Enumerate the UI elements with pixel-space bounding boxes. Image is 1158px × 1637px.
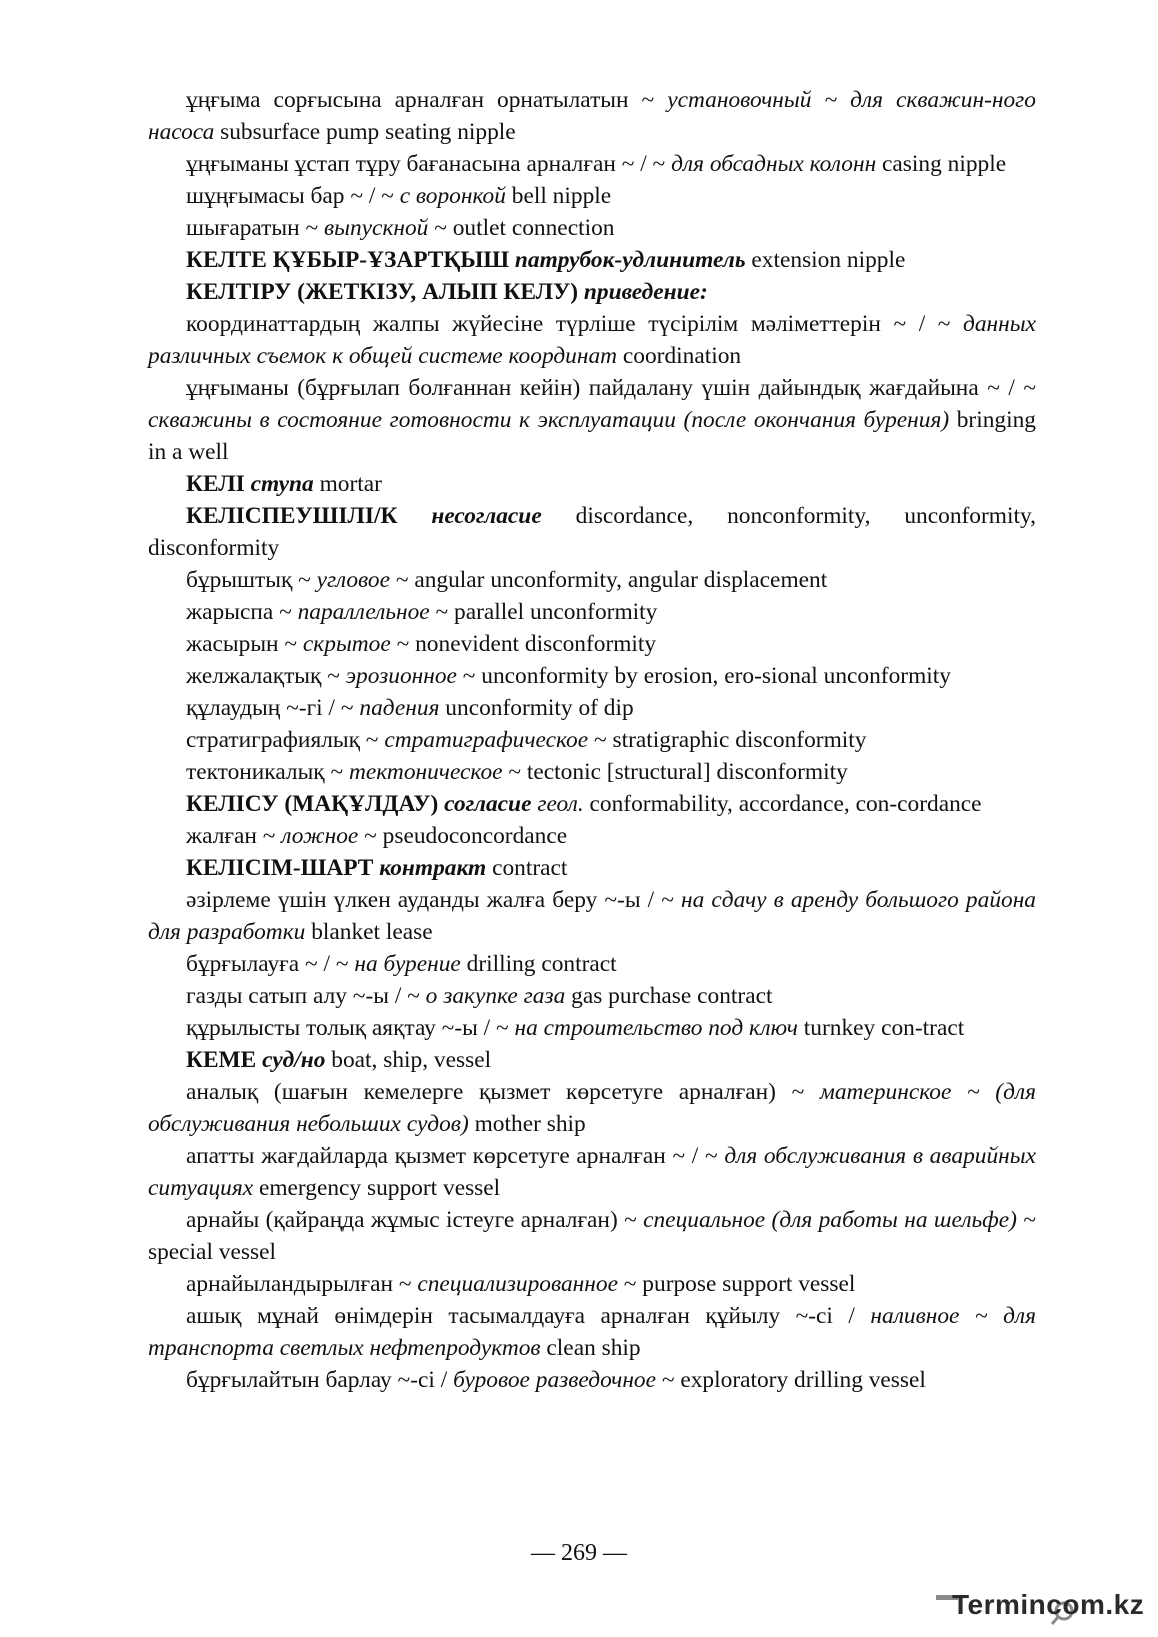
entry-segment: эрозионное <box>345 663 457 689</box>
entry-segment: ~ exploratory drilling vessel <box>656 1367 926 1393</box>
entry-segment: ~ special vessel <box>148 1207 1036 1265</box>
entry-segment: әзірлеме үшін үлкен ауданды жалға беру ~-ы / ~ <box>186 887 681 913</box>
entry-segment: clean ship <box>540 1335 641 1361</box>
dictionary-entry <box>148 1268 1036 1300</box>
entry-segment: контракт <box>379 855 487 881</box>
dictionary-entry <box>148 1300 1036 1364</box>
dictionary-entry <box>148 244 1036 276</box>
dictionary-entry <box>148 884 1036 948</box>
entry-segment: ~ purpose support vessel <box>617 1271 856 1297</box>
entry-segment: жасырын ~ <box>186 631 303 657</box>
entry-segment: апатты жағдайларда қызмет көрсетуге арналған ~ / ~ <box>186 1143 725 1169</box>
dictionary-entry <box>148 500 1036 564</box>
entry-segment: специализированное <box>417 1271 618 1297</box>
dictionary-entry <box>148 468 1036 500</box>
entry-segment: с воронкой <box>399 183 506 209</box>
entry-segment: ~ pseudoconcordance <box>358 823 568 849</box>
entry-segment: subsurface pump seating nipple <box>214 119 516 145</box>
entry-segment: mortar <box>313 471 382 497</box>
entry-segment: координаттардың жалпы жүйесіне түрліше түсірілім мәліметтерін ~ / ~ <box>186 311 964 337</box>
entry-segment: данных различных съемок к общей системе координат <box>148 311 1036 369</box>
entry-segment: стратиграфиялық ~ <box>186 727 385 753</box>
entry-segment: несогласие <box>431 503 542 529</box>
entry-segment: угловое <box>316 567 390 593</box>
dictionary-entry <box>148 372 1036 468</box>
entry-segment: на сдачу в аренду большого района для разработки <box>148 887 1037 945</box>
entry-segment: материнское ~ (для обслуживания небольших судов) <box>148 1079 1036 1137</box>
entry-segment: арнайы (қайраңда жұмыс істеуге арналған) ~ <box>186 1207 644 1233</box>
entry-segment: бұрыштық ~ <box>186 567 317 593</box>
entry-segment: casing nipple <box>876 151 1007 177</box>
entry-segment: шығаратын ~ <box>186 215 324 241</box>
dictionary-entry <box>148 1364 1036 1396</box>
entry-segment: contract <box>486 855 568 881</box>
dictionary-entry <box>148 1204 1036 1268</box>
dictionary-entry <box>148 852 1036 884</box>
entry-segment: параллельное <box>297 599 430 625</box>
entry-segment: желжалақтық ~ <box>186 663 346 689</box>
entry-segment: КЕЛТЕ ҚҰБЫР-ҰЗАРТҚЫШ <box>186 247 515 273</box>
entry-segment: ~ angular unconformity, angular displacement <box>389 567 828 593</box>
dictionary-entry <box>148 148 1036 180</box>
dictionary-entry <box>148 660 1036 692</box>
entry-segment: жарыспа ~ <box>186 599 298 625</box>
entry-segment: КЕЛІСПЕУШІЛІ/К <box>186 503 432 529</box>
entry-segment: unconformity of dip <box>439 695 634 721</box>
dictionary-entry <box>148 948 1036 980</box>
dictionary-entry <box>148 788 1036 820</box>
entry-segment: gas purchase contract <box>565 983 773 1009</box>
entry-segment: тектоническое <box>349 759 503 785</box>
entry-segment: буровое разведочное <box>453 1367 656 1393</box>
entry-segment: ~ parallel unconformity <box>429 599 658 625</box>
entry-segment: КЕЛІСУ (МАҚҰЛДАУ) <box>186 791 445 817</box>
dictionary-entry <box>148 180 1036 212</box>
dictionary-entry <box>148 564 1036 596</box>
entry-segment: шұңғымасы бар ~ / ~ <box>186 183 400 209</box>
dictionary-entry <box>148 1140 1036 1204</box>
entry-segment: boat, ship, vessel <box>325 1047 492 1073</box>
entry-segment: бұрғылайтын барлау ~-сі / <box>186 1367 454 1393</box>
dictionary-entry <box>148 84 1036 148</box>
dictionary-entry <box>148 756 1036 788</box>
entry-segment: coordination <box>617 343 742 369</box>
entry-segment: согласие <box>444 791 532 817</box>
entry-segment: на строительство под ключ <box>514 1015 798 1041</box>
entry-segment: КЕЛІ <box>186 471 251 497</box>
entry-segment: стратиграфическое <box>384 727 589 753</box>
dictionary-entry <box>148 724 1036 756</box>
dictionary-entry <box>148 212 1036 244</box>
entry-segment: геол. <box>537 791 584 817</box>
entry-segment: суд/но <box>262 1047 326 1073</box>
entry-segment: ложное <box>281 823 359 849</box>
entry-segment: КЕЛІСІМ-ШАРТ <box>186 855 380 881</box>
entry-segment: ~ unconformity by erosion, ero-sional unconformity <box>456 663 951 689</box>
entry-segment: патрубок-удлинитель <box>514 247 746 273</box>
entry-segment: жалған ~ <box>186 823 282 849</box>
entry-segment: blanket lease <box>305 919 433 945</box>
dictionary-entry <box>148 596 1036 628</box>
entry-segment: turnkey con-tract <box>797 1015 965 1041</box>
entry-segment: ~ nonevident disconformity <box>390 631 657 657</box>
entry-segment: газды сатып алу ~-ы / ~ <box>186 983 426 1009</box>
entry-segment: ашық мұнай өнімдерін тасымалдауға арналған құйылу ~-сі / <box>186 1303 871 1329</box>
entry-segment: ~ stratigraphic disconformity <box>588 727 867 753</box>
entry-segment: discordance, nonconformity, unconformity, disconformity <box>148 503 1037 561</box>
entry-segment: ~ outlet connection <box>428 215 615 241</box>
entry-segment: conformability, accordance, con-cordance <box>583 791 982 817</box>
entry-segment: ұңғыманы ұстап тұру бағанасына арналған ~ / ~ <box>186 151 672 177</box>
dictionary-entry <box>148 1012 1036 1044</box>
entry-segment: для обслуживания в аварийных ситуациях <box>148 1143 1036 1201</box>
entry-segment: тектоникалық ~ <box>186 759 350 785</box>
entry-segment: bringing in a well <box>148 407 1036 465</box>
entry-segment: mother ship <box>468 1111 586 1137</box>
entry-segment: emergency support vessel <box>253 1175 501 1201</box>
entry-segment: специальное (для работы на шельфе) <box>643 1207 1017 1233</box>
entry-segment: ұңғыма сорғысына арналған орнатылатын ~ <box>186 87 668 113</box>
entry-segment: ступа <box>250 471 314 497</box>
entry-segment: установочный ~ для скважин-ного насоса <box>148 87 1036 145</box>
dictionary-page <box>148 84 1036 1396</box>
entry-segment: КЕЛТІРУ (ЖЕТКІЗУ, АЛЫП КЕЛУ) <box>186 279 584 305</box>
dictionary-entry <box>148 820 1036 852</box>
entry-segment: арнайыландырылған ~ <box>186 1271 418 1297</box>
entry-segment: аналық (шағын кемелерге қызмет көрсетуге арналған) ~ <box>186 1079 820 1105</box>
dictionary-entry <box>148 276 1036 308</box>
entry-segment: drilling contract <box>460 951 617 977</box>
dictionary-entry <box>148 308 1036 372</box>
dictionary-entry <box>148 1044 1036 1076</box>
brand-text: Termincom.kz <box>952 1589 1145 1620</box>
entry-segment: ұңғыманы (бұрғылап болғаннан кейін) пайдалану үшін дайындық жағдайына ~ / ~ <box>186 375 1036 401</box>
dictionary-entry <box>148 980 1036 1012</box>
entry-segment: скважины в состояние готовности к эксплуатации (после окончания бурения) <box>148 407 950 433</box>
dictionary-entry <box>148 1076 1036 1140</box>
entry-segment: скрытое <box>302 631 391 657</box>
entry-segment: для обсадных колонн <box>671 151 877 177</box>
entry-segment: КЕМЕ <box>186 1047 263 1073</box>
entry-segment: выпускной <box>323 215 429 241</box>
entry-segment: падения <box>359 695 440 721</box>
entry-segment: бұрғылауға ~ / ~ <box>186 951 355 977</box>
entry-segment: ~ tectonic [structural] disconformity <box>502 759 848 785</box>
page-number: — 269 — <box>531 1540 627 1566</box>
entry-segment: о закупке газа <box>425 983 566 1009</box>
entry-segment: құлаудың ~-гі / ~ <box>186 695 360 721</box>
brand-logo[interactable] <box>932 1585 1145 1629</box>
entry-segment: на бурение <box>354 951 461 977</box>
entry-segment: құрылысты толық аяқтау ~-ы / ~ <box>186 1015 515 1041</box>
dictionary-entry <box>148 692 1036 724</box>
entry-segment: extension nipple <box>745 247 906 273</box>
entry-segment: наливное ~ для транспорта светлых нефтепродуктов <box>148 1303 1036 1361</box>
entry-segment: bell nipple <box>505 183 612 209</box>
dictionary-entry <box>148 628 1036 660</box>
entry-segment: приведение: <box>583 279 708 305</box>
